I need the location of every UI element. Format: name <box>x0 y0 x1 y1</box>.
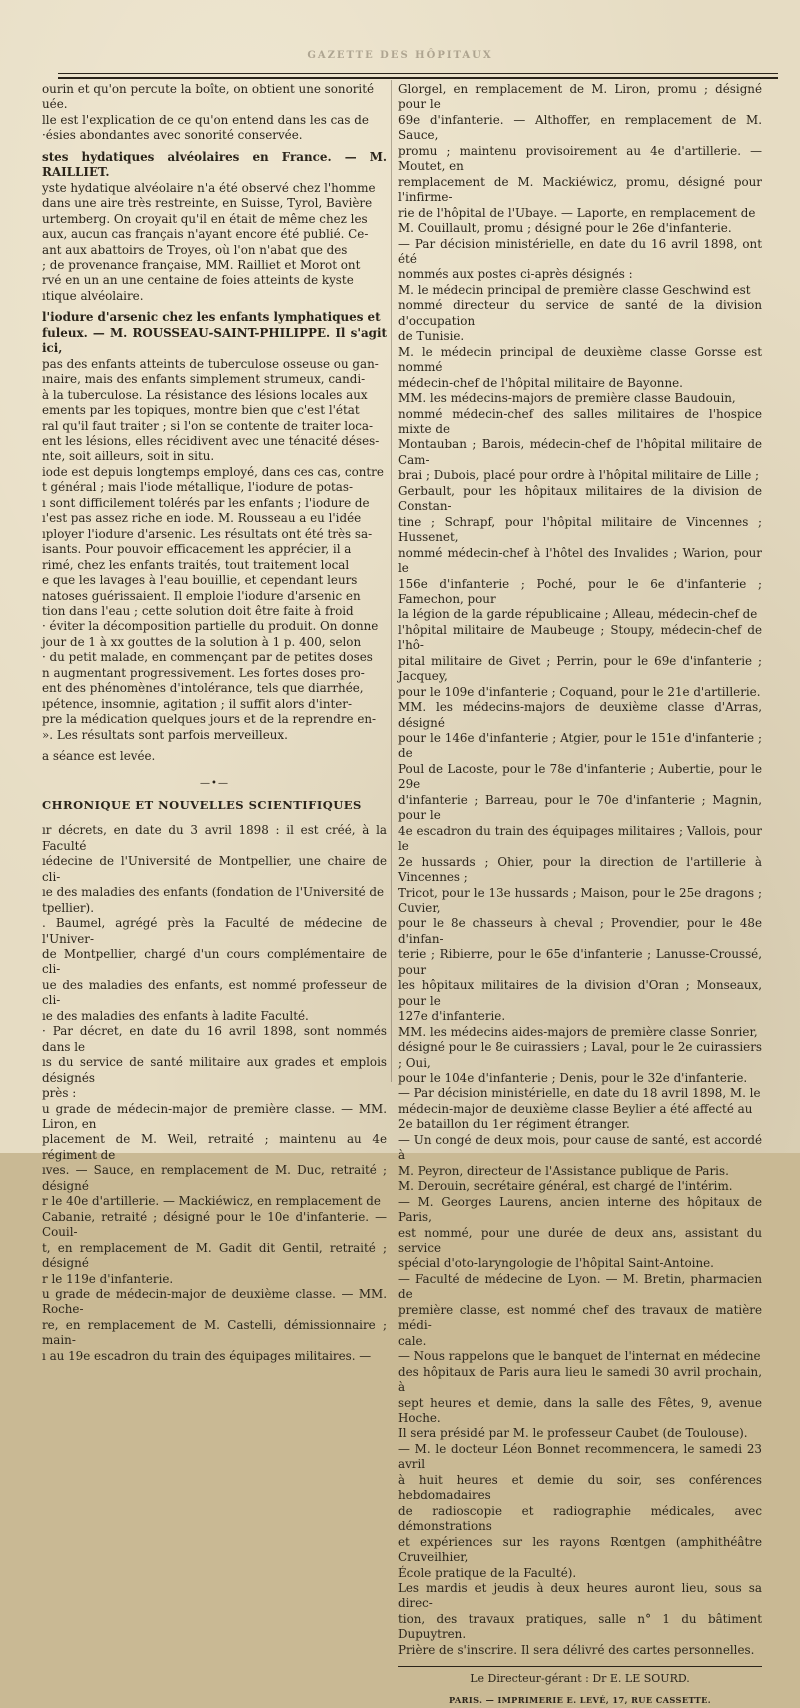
text-line: — Un congé de deux mois, pour cause de santé, est accordé à <box>398 1132 762 1163</box>
text-line: rimé, chez les enfants traités, tout traitement local <box>42 557 350 572</box>
text-line: ıédecine de l'Université de Montpellier, une chaire de cli- <box>42 854 387 884</box>
text-line: ements par les topiques, montre bien que c'est l'état <box>42 403 360 418</box>
paragraph-gap <box>42 764 387 770</box>
text-line: ıe des maladies des enfants à ladite Faculté. <box>42 1008 309 1023</box>
text-line: MM. les médecins-majors de première classe Baudouin, <box>398 391 736 406</box>
text-line: l'hôpital militaire de Maubeuge ; Stoupy, médecin-chef de l'hô- <box>398 622 762 653</box>
text-line: ıe des maladies des enfants (fondation de l'Université de <box>42 885 385 900</box>
text-line: re, en remplacement de M. Castelli, démissionnaire ; main- <box>42 1317 387 1348</box>
section-separator: —•— <box>200 778 229 790</box>
text-line: Il sera présidé par M. le professeur Caubet (de Toulouse). <box>398 1426 748 1441</box>
text-line: tine ; Schrapf, pour l'hôpital militaire de Vincennes ; Hussenet, <box>398 514 762 545</box>
text-line: École pratique de la Faculté). <box>398 1565 577 1580</box>
text-line: nte, soit ailleurs, soit in situ. <box>42 449 215 464</box>
article-heading-line: fuleux. — M. ROUSSEAU-SAINT-PHILIPPE. Il s'agit ici, <box>42 325 387 356</box>
text-line: ıpétence, insomnie, agitation ; il suffit alors d'inter- <box>42 696 352 711</box>
text-line: yste hydatique alvéolaire n'a été observé chez l'homme <box>42 180 376 195</box>
text-line: MM. les médecins-majors de deuxième classe d'Arras, désigné <box>398 700 762 730</box>
article-heading-line: stes hydatiques alvéolaires en France. — M. RAILLIET. <box>42 149 387 180</box>
text-line: M. Peyron, directeur de l'Assistance publique de Paris. <box>398 1163 729 1178</box>
text-line: pour le 109e d'infanterie ; Coquand, pour le 21e d'artillerie. <box>398 684 761 699</box>
text-line: u grade de médecin-major de deuxième classe. — MM. Roche- <box>42 1286 387 1317</box>
text-line: les hôpitaux militaires de la division d'Oran ; Monseaux, pour le <box>398 978 762 1008</box>
text-line: iode est depuis longtemps employé, dans ces cas, contre <box>42 464 384 479</box>
text-line: ıves. — Sauce, en remplacement de M. Duc, retraité ; désigné <box>42 1163 387 1193</box>
text-line: médecin-chef de l'hôpital militaire de Bayonne. <box>398 375 683 390</box>
text-line: ant aux abattoirs de Troyes, où l'on n'abat que des <box>42 242 348 257</box>
text-line: 156e d'infanterie ; Poché, pour le 6e d'infanterie ; Famechon, pour <box>398 576 762 606</box>
text-line: ı sont difficilement tolérés par les enfants ; l'iodure de <box>42 495 370 510</box>
text-line: d'infanterie ; Barreau, pour le 70e d'infanterie ; Magnin, pour le <box>398 792 762 823</box>
text-line: à la tuberculose. La résistance des lésions locales aux <box>42 387 368 402</box>
text-line: Prière de s'inscrire. Il sera délivré des cartes personnelles. <box>398 1642 755 1657</box>
top-rule-thick <box>58 77 778 79</box>
text-line: ı au 19e escadron du train des équipages militaires. — <box>42 1348 372 1363</box>
text-line: · Par décret, en date du 16 avril 1898, sont nommés dans le <box>42 1024 387 1054</box>
text-line: e que les lavages à l'eau bouillie, et cependant leurs <box>42 573 358 588</box>
text-line: Poul de Lacoste, pour le 78e d'infanterie ; Aubertie, pour le 29e <box>398 761 762 792</box>
text-line: — M. Georges Laurens, ancien interne des hôpitaux de Paris, <box>398 1194 762 1225</box>
imprint: PARIS. — IMPRIMERIE E. LEVÉ, 17, RUE CASSETTE. <box>448 1694 712 1705</box>
text-line: ·ésies abondantes avec sonorité conservée. <box>42 128 303 143</box>
text-line: Montauban ; Barois, médecin-chef de l'hôpital militaire de Cam- <box>398 437 762 467</box>
text-line: — Faculté de médecine de Lyon. — M. Bretin, pharmacien de <box>398 1271 762 1302</box>
text-line: u grade de médecin-major de première classe. — MM. Liron, en <box>42 1101 387 1131</box>
text-line: 69e d'infanterie. — Althoffer, en remplacement de M. Sauce, <box>398 112 762 143</box>
text-line: sept heures et demie, dans la salle des Fêtes, 9, avenue Hoche. <box>398 1395 762 1425</box>
text-line: dans une aire très restreinte, en Suisse, Tyrol, Bavière <box>42 196 373 211</box>
text-line: aux, aucun cas français n'ayant encore été publié. Ce- <box>42 227 369 242</box>
text-line: rvé en un an une centaine de foies atteints de kyste <box>42 273 354 288</box>
text-line: désigné pour le 8e cuirassiers ; Laval, pour le 2e cuirassiers ; Oui, <box>398 1040 762 1070</box>
text-line: r le 40e d'artillerie. — Mackiéwicz, en remplacement de <box>42 1194 381 1209</box>
text-line: pour le 146e d'infanterie ; Atgier, pour le 151e d'infanterie ; de <box>398 731 762 761</box>
top-rule <box>58 73 778 74</box>
text-line: cale. <box>398 1333 427 1348</box>
signature: Le Directeur-gérant : Dr E. LE SOURD. <box>470 1672 690 1686</box>
text-line: de Montpellier, chargé d'un cours complémentaire de cli- <box>42 947 387 977</box>
text-line: ; de provenance française, MM. Railliet et Morot ont <box>42 257 361 272</box>
running-head: GAZETTE DES HÔPITAUX <box>307 50 493 61</box>
text-line: — Nous rappelons que le banquet de l'internat en médecine <box>398 1349 761 1364</box>
text-line: M. Derouin, secrétaire général, est chargé de l'intérim. <box>398 1179 733 1194</box>
signature-rule <box>398 1666 762 1667</box>
text-line: placement de M. Weil, retraité ; maintenu au 4e régiment de <box>42 1132 387 1162</box>
text-line: Gerbault, pour les hôpitaux militaires de la division de Constan- <box>398 483 762 514</box>
text-line: Tricot, pour le 13e hussards ; Maison, pour le 25e dragons ; Cuvier, <box>398 885 762 916</box>
text-line: brai ; Dubois, placé pour ordre à l'hôpital militaire de Lille ; <box>398 468 760 483</box>
text-line: ıtique alvéolaire. <box>42 288 144 303</box>
text-line: la légion de la garde républicaine ; Alleau, médecin-chef de <box>398 607 758 622</box>
text-line: Cabanie, retraité ; désigné pour le 10e d'infanterie. — Couil- <box>42 1209 387 1240</box>
text-line: M. Couillault, promu ; désigné pour le 26e d'infanterie. <box>398 221 732 236</box>
text-line: isants. Pour pouvoir efficacement les apprécier, il a <box>42 542 352 557</box>
section-title: CHRONIQUE ET NOUVELLES SCIENTIFIQUES <box>42 797 362 812</box>
text-line: M. le médecin principal de première classe Geschwind est <box>398 282 751 297</box>
text-line: et expériences sur les rayons Rœntgen (amphithéâtre Cruveilhier, <box>398 1534 762 1565</box>
text-line: des hôpitaux de Paris aura lieu le samedi 30 avril prochain, à <box>398 1364 762 1395</box>
text-line: promu ; maintenu provisoirement au 4e d'artillerie. — Moutet, en <box>398 143 762 174</box>
text-line: M. le médecin principal de deuxième classe Gorsse est nommé <box>398 344 762 375</box>
text-line: urtemberg. On croyait qu'il en était de même chez les <box>42 211 368 226</box>
text-line: uée. <box>42 97 68 112</box>
text-line: 4e escadron du train des équipages militaires ; Vallois, pour le <box>398 823 762 854</box>
left-column <box>42 82 387 1364</box>
text-line: ınaire, mais des enfants simplement strumeux, candi- <box>42 372 366 387</box>
right-column <box>398 82 762 1708</box>
text-line: ı'est pas assez riche en iode. M. Rousseau a eu l'idée <box>42 511 362 526</box>
text-line: nommés aux postes ci-après désignés : <box>398 267 633 282</box>
text-line: 2e hussards ; Ohier, pour la direction de l'artillerie à Vincennes ; <box>398 854 762 885</box>
article-heading-line: l'iodure d'arsenic chez les enfants lymphatiques et <box>42 310 381 325</box>
text-line: pital militaire de Givet ; Perrin, pour le 69e d'infanterie ; Jacquey, <box>398 653 762 684</box>
text-line: ıs du service de santé militaire aux grades et emplois désignés <box>42 1055 387 1085</box>
text-line: Glorgel, en remplacement de M. Liron, promu ; désigné pour le <box>398 82 762 112</box>
text-line: nommé médecin-chef des salles militaires de l'hospice mixte de <box>398 406 762 436</box>
text-line: pre la médication quelques jours et de la reprendre en- <box>42 712 377 727</box>
text-line: r le 119e d'infanterie. <box>42 1271 174 1286</box>
text-line: ourin et qu'on percute la boîte, on obtient une sonorité <box>42 82 375 96</box>
right-column-text <box>398 82 762 1658</box>
text-line: remplacement de M. Mackiéwicz, promu, désigné pour l'infirme- <box>398 174 762 205</box>
text-line: terie ; Ribierre, pour le 65e d'infanterie ; Lanusse-Croussé, pour <box>398 947 762 977</box>
text-line: tpellier). <box>42 900 94 915</box>
text-line: jour de 1 à xx gouttes de la solution à 1 p. 400, selon <box>42 634 362 649</box>
text-line: Les mardis et jeudis à deux heures auront lieu, sous sa direc- <box>398 1580 762 1611</box>
text-line: — Par décision ministérielle, en date du 18 avril 1898, M. le <box>398 1086 761 1101</box>
text-line: n augmentant progressivement. Les fortes doses pro- <box>42 665 365 680</box>
text-line: MM. les médecins aides-majors de première classe Sonrier, <box>398 1024 758 1039</box>
text-line: près : <box>42 1086 77 1101</box>
text-line: natoses guérissaient. Il emploie l'iodure d'arsenic en <box>42 588 361 603</box>
text-line: de Tunisie. <box>398 329 465 344</box>
text-line: pour le 104e d'infanterie ; Denis, pour le 32e d'infanterie. <box>398 1071 748 1085</box>
text-line: · du petit malade, en commençant par de petites doses <box>42 650 373 665</box>
text-line: médecin-major de deuxième classe Beylier a été affecté au <box>398 1101 753 1116</box>
text-line: ent les lésions, elles récidivent avec une ténacité déses- <box>42 433 380 448</box>
text-line: à huit heures et demie du soir, ses conférences hebdomadaires <box>398 1472 762 1503</box>
text-line: ». Les résultats sont parfois merveilleux. <box>42 727 288 742</box>
text-line: ır décrets, en date du 3 avril 1898 : il est créé, à la Faculté <box>42 823 387 853</box>
text-line: ral qu'il faut traiter ; si l'on se contente de traiter loca- <box>42 418 374 433</box>
text-line: de radioscopie et radiographie médicales, avec démonstrations <box>398 1503 762 1534</box>
text-line: nommé directeur du service de santé de la division d'occupation <box>398 298 762 328</box>
text-line: 2e bataillon du 1er régiment étranger. <box>398 1117 630 1132</box>
column-divider <box>391 80 392 1082</box>
text-line: . Baumel, agrégé près la Faculté de médecine de l'Univer- <box>42 916 387 946</box>
text-line: est nommé, pour une durée de deux ans, assistant du service <box>398 1225 762 1255</box>
text-line: t, en remplacement de M. Gadit dit Gentil, retraité ; désigné <box>42 1240 387 1271</box>
text-line: ıployer l'iodure d'arsenic. Les résultats ont été très sa- <box>42 526 373 541</box>
text-line: pas des enfants atteints de tuberculose osseuse ou gan- <box>42 356 379 371</box>
text-line: lle est l'explication de ce qu'on entend dans les cas de <box>42 112 369 127</box>
text-line: ent des phénomènes d'intolérance, tels que diarrhée, <box>42 681 364 696</box>
text-line: rie de l'hôpital de l'Ubaye. — Laporte, en remplacement de <box>398 205 756 220</box>
text-line: ue des maladies des enfants, est nommé professeur de cli- <box>42 977 387 1008</box>
text-line: t général ; mais l'iode métallique, l'iodure de potas- <box>42 480 353 495</box>
text-line: 127e d'infanterie. <box>398 1009 506 1024</box>
text-line: — Par décision ministérielle, en date du 16 avril 1898, ont été <box>398 236 762 266</box>
text-line: pour le 8e chasseurs à cheval ; Provendier, pour le 48e d'infan- <box>398 916 762 946</box>
text-line: · éviter la décomposition partielle du produit. On donne <box>42 619 379 634</box>
text-line: tion, des travaux pratiques, salle n° 1 du bâtiment Dupuytren. <box>398 1611 762 1642</box>
text-line: nommé médecin-chef à l'hôtel des Invalides ; Warion, pour le <box>398 545 762 576</box>
text-line: première classe, est nommé chef des travaux de matière médi- <box>398 1302 762 1333</box>
text-line: tion dans l'eau ; cette solution doit être faite à froid <box>42 603 354 618</box>
text-line: a séance est levée. <box>42 749 156 764</box>
text-line: spécial d'oto-laryngologie de l'hôpital Saint-Antoine. <box>398 1256 714 1271</box>
text-line: — M. le docteur Léon Bonnet recommencera, le samedi 23 avril <box>398 1441 762 1472</box>
